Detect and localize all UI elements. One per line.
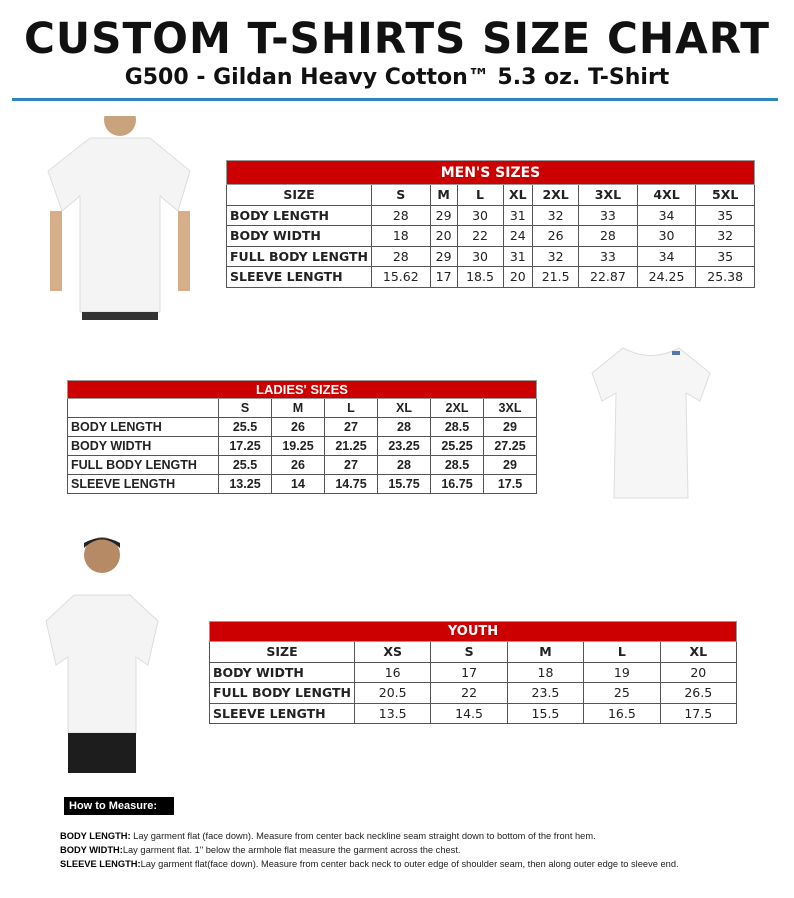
- size-header: SIZE: [227, 185, 372, 206]
- measurement-cell: 19.25: [272, 437, 325, 456]
- size-col: XL: [378, 399, 431, 418]
- measurement-cell: 31: [503, 205, 533, 226]
- size-header: SIZE: [210, 642, 355, 663]
- measurement-cell: 23.25: [378, 437, 431, 456]
- measurement-cell: 20: [660, 662, 736, 683]
- measurement-cell: 22: [457, 226, 503, 247]
- measurement-cell: 29: [430, 205, 457, 226]
- size-col: L: [457, 185, 503, 206]
- measurement-cell: 17: [430, 267, 457, 288]
- size-col: L: [584, 642, 660, 663]
- measurement-cell: 26: [272, 456, 325, 475]
- mens-model-image: [40, 116, 198, 322]
- measurement-cell: 17: [431, 662, 507, 683]
- measurement-cell: 35: [696, 205, 755, 226]
- measurement-cell: 24.25: [637, 267, 696, 288]
- row-label: SLEEVE LENGTH: [210, 703, 355, 724]
- youth-caption: YOUTH: [210, 622, 737, 642]
- measurement-cell: 13.25: [219, 475, 272, 494]
- youth-size-table: [209, 621, 737, 724]
- measurement-cell: 14.75: [325, 475, 378, 494]
- page-subtitle: G500 - Gildan Heavy Cotton™ 5.3 oz. T-Shirt: [124, 65, 670, 90]
- table-row: [227, 246, 755, 267]
- measurement-cell: 25.25: [431, 437, 484, 456]
- page-title: CUSTOM T-SHIRTS SIZE CHART: [24, 14, 770, 64]
- measurement-cell: 28.5: [431, 456, 484, 475]
- measurement-cell: 28: [378, 418, 431, 437]
- row-label: BODY WIDTH: [210, 662, 355, 683]
- measurement-cell: 16.75: [431, 475, 484, 494]
- table-row: [210, 662, 737, 683]
- size-col: XL: [503, 185, 533, 206]
- measure-instruction: [60, 831, 596, 841]
- measurement-cell: 28: [372, 205, 431, 226]
- size-header: [68, 399, 219, 418]
- size-col: 2XL: [431, 399, 484, 418]
- measurement-cell: 30: [457, 246, 503, 267]
- row-label: BODY LENGTH: [227, 205, 372, 226]
- youth-model-image: [44, 533, 162, 775]
- measurement-cell: 27: [325, 456, 378, 475]
- measurement-cell: 18: [507, 662, 583, 683]
- measurement-cell: 29: [430, 246, 457, 267]
- measurement-cell: 25.5: [219, 418, 272, 437]
- measurement-cell: 24: [503, 226, 533, 247]
- measurement-cell: 25: [584, 683, 660, 704]
- measurement-cell: 16: [355, 662, 431, 683]
- table-header-row: [68, 399, 537, 418]
- size-col: M: [430, 185, 457, 206]
- size-col: XL: [660, 642, 736, 663]
- size-col: S: [219, 399, 272, 418]
- table-row: [68, 475, 537, 494]
- table-row: [210, 703, 737, 724]
- measurement-cell: 30: [637, 226, 696, 247]
- measurement-cell: 18: [372, 226, 431, 247]
- table-row: [68, 418, 537, 437]
- measurement-cell: 31: [503, 246, 533, 267]
- measurement-cell: 26: [272, 418, 325, 437]
- measurement-cell: 32: [533, 205, 579, 226]
- measurement-cell: 17.5: [660, 703, 736, 724]
- measurement-cell: 34: [637, 205, 696, 226]
- measure-instruction: [60, 845, 461, 855]
- measurement-cell: 19: [584, 662, 660, 683]
- measurement-cell: 17.25: [219, 437, 272, 456]
- table-row: [68, 437, 537, 456]
- table-row: [68, 456, 537, 475]
- ladies-caption: LADIES' SIZES: [68, 381, 537, 399]
- size-col: L: [325, 399, 378, 418]
- measurement-cell: 28: [378, 456, 431, 475]
- row-label: FULL BODY LENGTH: [68, 456, 219, 475]
- measurement-cell: 33: [579, 205, 638, 226]
- measurement-cell: 32: [533, 246, 579, 267]
- measurement-cell: 14.5: [431, 703, 507, 724]
- mens-caption: MEN'S SIZES: [227, 161, 755, 185]
- measure-term: SLEEVE LENGTH:: [60, 859, 141, 869]
- size-col: 4XL: [637, 185, 696, 206]
- row-label: FULL BODY LENGTH: [210, 683, 355, 704]
- size-col: S: [431, 642, 507, 663]
- row-label: BODY WIDTH: [68, 437, 219, 456]
- measurement-cell: 30: [457, 205, 503, 226]
- measurement-cell: 29: [484, 456, 537, 475]
- measurement-cell: 25.38: [696, 267, 755, 288]
- size-col: XS: [355, 642, 431, 663]
- measurement-cell: 20: [503, 267, 533, 288]
- size-col: 5XL: [696, 185, 755, 206]
- row-label: BODY WIDTH: [227, 226, 372, 247]
- measurement-cell: 22.87: [579, 267, 638, 288]
- measurement-cell: 26: [533, 226, 579, 247]
- measurement-cell: 20: [430, 226, 457, 247]
- measure-text: Lay garment flat(face down). Measure from center back neck to outer edge of shoulder seam, then along outer edge to sleeve end.: [140, 859, 679, 869]
- measure-text: Lay garment flat. 1" below the armhole flat measure the garment across the chest.: [122, 845, 461, 855]
- measurement-cell: 28: [372, 246, 431, 267]
- divider: [12, 98, 778, 101]
- measurement-cell: 34: [637, 246, 696, 267]
- ladies-shirt-image: [588, 343, 714, 503]
- measure-instruction: [60, 859, 679, 869]
- table-header-row: [210, 642, 737, 663]
- how-to-measure-heading: How to Measure:: [64, 797, 174, 815]
- row-label: SLEEVE LENGTH: [68, 475, 219, 494]
- measurement-cell: 32: [696, 226, 755, 247]
- measurement-cell: 23.5: [507, 683, 583, 704]
- table-row: [227, 267, 755, 288]
- measurement-cell: 35: [696, 246, 755, 267]
- ladies-size-table: [67, 380, 537, 494]
- measure-term: BODY WIDTH:: [60, 845, 123, 855]
- measurement-cell: 22: [431, 683, 507, 704]
- row-label: FULL BODY LENGTH: [227, 246, 372, 267]
- size-col: 2XL: [533, 185, 579, 206]
- size-col: S: [372, 185, 431, 206]
- measurement-cell: 21.25: [325, 437, 378, 456]
- measurement-cell: 28: [579, 226, 638, 247]
- size-col: M: [272, 399, 325, 418]
- mens-size-table: [226, 160, 755, 288]
- row-label: BODY LENGTH: [68, 418, 219, 437]
- measurement-cell: 27.25: [484, 437, 537, 456]
- measurement-cell: 18.5: [457, 267, 503, 288]
- size-col: M: [507, 642, 583, 663]
- measurement-cell: 15.75: [378, 475, 431, 494]
- table-row: [227, 205, 755, 226]
- measurement-cell: 14: [272, 475, 325, 494]
- measurement-cell: 28.5: [431, 418, 484, 437]
- measurement-cell: 21.5: [533, 267, 579, 288]
- measure-text: Lay garment flat (face down). Measure from center back neckline seam straight down to bottom of the front hem.: [130, 831, 596, 841]
- table-header-row: [227, 185, 755, 206]
- measurement-cell: 17.5: [484, 475, 537, 494]
- measurement-cell: 13.5: [355, 703, 431, 724]
- table-row: [227, 226, 755, 247]
- measurement-cell: 16.5: [584, 703, 660, 724]
- measurement-cell: 33: [579, 246, 638, 267]
- measure-term: BODY LENGTH:: [60, 831, 131, 841]
- size-col: 3XL: [579, 185, 638, 206]
- measurement-cell: 29: [484, 418, 537, 437]
- size-col: 3XL: [484, 399, 537, 418]
- measurement-cell: 15.5: [507, 703, 583, 724]
- measurement-cell: 27: [325, 418, 378, 437]
- measurement-cell: 15.62: [372, 267, 431, 288]
- measurement-cell: 26.5: [660, 683, 736, 704]
- measurement-cell: 25.5: [219, 456, 272, 475]
- row-label: SLEEVE LENGTH: [227, 267, 372, 288]
- table-row: [210, 683, 737, 704]
- measurement-cell: 20.5: [355, 683, 431, 704]
